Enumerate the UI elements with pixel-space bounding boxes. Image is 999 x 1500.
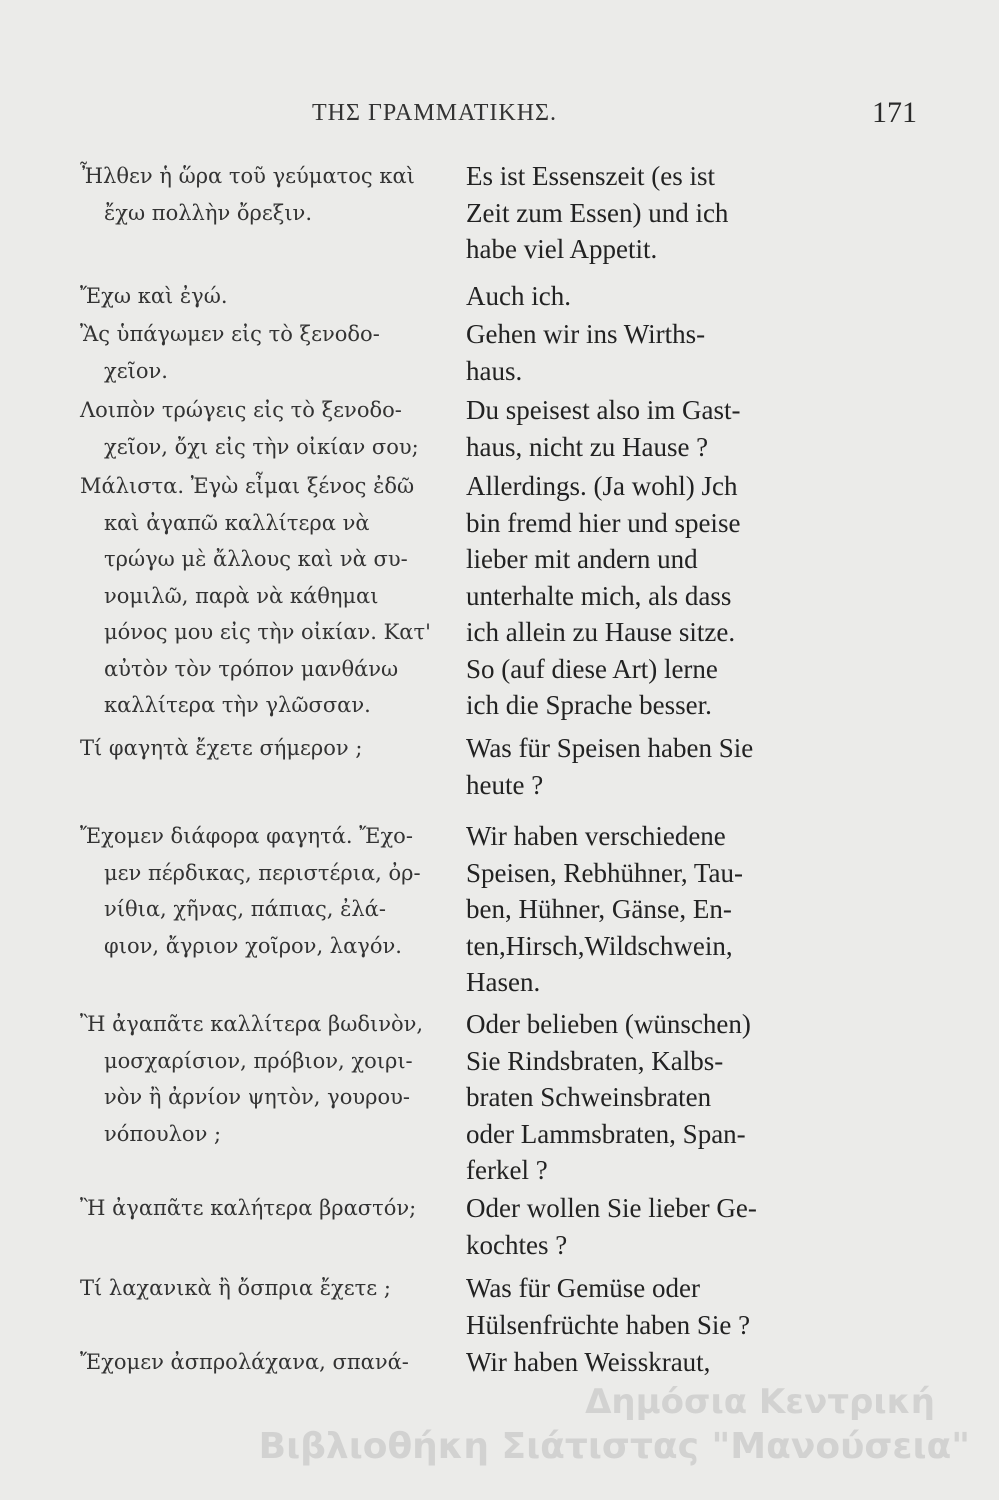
german-line: Hasen. <box>466 967 541 997</box>
greek-line: Μάλιστα. Ἐγὼ εἶμαι ξένος ἐδῶ <box>80 474 415 498</box>
german-line: ich allein zu Hause sitze. <box>466 617 736 647</box>
german-line: Du speisest also im Gast- <box>466 395 741 425</box>
library-watermark <box>230 1382 970 1482</box>
german-line: kochtes ? <box>466 1229 568 1260</box>
greek-line: μόνος μου εἰς τὴν οἰκίαν. Κατ' <box>104 620 431 644</box>
german-line: ben, Hühner, Gänse, En- <box>466 894 732 924</box>
german-translation <box>466 818 796 1001</box>
german-line: Zeit zum Essen) und ich <box>466 197 729 228</box>
german-line: bin fremd hier und speise <box>466 507 741 538</box>
german-line: heute ? <box>466 769 544 800</box>
greek-phrase <box>80 278 458 315</box>
german-line: Gehen wir ins Wirths- <box>466 319 706 349</box>
greek-line: χεῖον, ὄχι εἰς τὴν οἰκίαν σου; <box>104 434 419 459</box>
german-line: haus, nicht zu Hause ? <box>466 431 709 462</box>
greek-line: Ἢ ἀγαπᾶτε καλήτερα βραστόν; <box>80 1196 417 1220</box>
german-line: ferkel ? <box>466 1155 548 1185</box>
german-line: haus. <box>466 355 523 386</box>
german-translation <box>466 1006 796 1189</box>
german-line: Wir haben verschiedene <box>466 821 726 851</box>
german-line: ten,Hirsch,Wildschwein, <box>466 930 733 961</box>
greek-line: ἔχω πολλὴν ὄρεξιν. <box>104 200 312 225</box>
greek-line: μοσχαρίσιον, πρόβιον, χοιρι- <box>104 1048 413 1073</box>
german-line: unterhalte mich, als dass <box>466 580 732 611</box>
german-line: Sie Rindsbraten, Kalbs- <box>466 1045 724 1076</box>
german-line: Auch ich. <box>466 281 571 311</box>
german-line: Hülsenfrüchte haben Sie ? <box>466 1309 751 1340</box>
german-line: ich die Sprache besser. <box>466 690 712 720</box>
german-line: Was für Speisen haben Sie <box>466 733 754 763</box>
german-translation <box>466 1190 796 1263</box>
greek-line: Ἢ ἀγαπᾶτε καλλίτερα βωδινὸν, <box>80 1012 424 1036</box>
page-number: 171 <box>872 96 917 129</box>
greek-phrase <box>80 1270 458 1307</box>
greek-phrase <box>80 1344 458 1381</box>
greek-phrase <box>80 468 458 724</box>
german-translation <box>466 278 796 315</box>
greek-phrase <box>80 392 458 465</box>
greek-line: Λοιπὸν τρώγεις εἰς τὸ ξενοδο- <box>80 398 402 422</box>
german-line: lieber mit andern und <box>466 544 698 574</box>
watermark-line: Δημόσια Κεντρική <box>585 1382 935 1422</box>
greek-line: νὸν ἢ ἀρνίον ψητὸν, γουρου- <box>104 1085 410 1109</box>
german-line: Wir haben Weisskraut, <box>466 1347 711 1377</box>
german-line: Oder wollen Sie lieber Ge- <box>466 1193 757 1223</box>
german-translation <box>466 1344 796 1381</box>
greek-line: καλλίτερα τὴν γλῶσσαν. <box>104 693 371 717</box>
greek-line: Ἔχομεν ἀσπρολάχανα, σπανά- <box>80 1350 409 1374</box>
greek-line: Ἔχομεν διάφορα φαγητά. Ἔχο- <box>80 824 413 848</box>
greek-line: αὐτὸν τὸν τρόπον μανθάνω <box>104 656 399 681</box>
greek-line: Ἦλθεν ἡ ὥρα τοῦ γεύματος καὶ <box>80 164 415 188</box>
german-line: So (auf diese Art) lerne <box>466 653 718 684</box>
german-line: Allerdings. (Ja wohl) Jch <box>466 471 738 501</box>
page-header <box>0 96 999 140</box>
greek-line: καὶ ἀγαπῶ καλλίτερα νὰ <box>104 510 370 535</box>
greek-phrase <box>80 818 458 964</box>
greek-line: χεῖον. <box>104 358 168 383</box>
running-title: ΤΗΣ ΓΡΑΜΜΑΤΙΚΗΣ. <box>312 100 557 126</box>
german-line: Oder belieben (wünschen) <box>466 1009 751 1039</box>
german-line: braten Schweinsbraten <box>466 1082 712 1112</box>
greek-line: Τί φαγητὰ ἔχετε σήμερον ; <box>80 736 363 760</box>
greek-line: Ἂς ὑπάγωμεν εἰς τὸ ξενοδο- <box>80 322 380 346</box>
greek-line: τρώγω μὲ ἄλλους καὶ νὰ συ- <box>104 547 408 571</box>
greek-line: μεν πέρδικας, περιστέρια, ὀρ- <box>104 860 421 885</box>
german-line: oder Lammsbraten, Span- <box>466 1118 746 1149</box>
greek-line: νίθια, χῆνας, πάπιας, ἐλά- <box>104 897 386 921</box>
german-line: Es ist Essenszeit (es ist <box>466 161 715 191</box>
german-line: Was für Gemüse oder <box>466 1273 700 1303</box>
german-line: habe viel Appetit. <box>466 234 658 264</box>
greek-line: Ἔχω καὶ ἐγώ. <box>80 284 228 308</box>
greek-phrase <box>80 730 458 767</box>
watermark-line: Βιβλιοθήκη Σιάτιστας "Μανούσεια" <box>258 1426 970 1467</box>
greek-phrase <box>80 158 458 231</box>
german-translation <box>466 468 796 724</box>
german-translation <box>466 730 796 803</box>
german-translation <box>466 392 796 465</box>
greek-line: νόπουλον ; <box>104 1121 222 1146</box>
german-translation <box>466 158 796 268</box>
greek-phrase <box>80 1190 458 1227</box>
greek-line: Τί λαχανικὰ ἢ ὄσπρια ἔχετε ; <box>80 1276 391 1300</box>
german-translation <box>466 1270 796 1343</box>
greek-phrase <box>80 316 458 389</box>
greek-phrase <box>80 1006 458 1152</box>
greek-line: φιον, ἄγριον χοῖρον, λαγόν. <box>104 933 402 958</box>
greek-line: νομιλῶ, παρὰ νὰ κάθημαι <box>104 583 379 608</box>
german-line: Speisen, Rebhühner, Tau- <box>466 857 743 888</box>
german-translation <box>466 316 796 389</box>
